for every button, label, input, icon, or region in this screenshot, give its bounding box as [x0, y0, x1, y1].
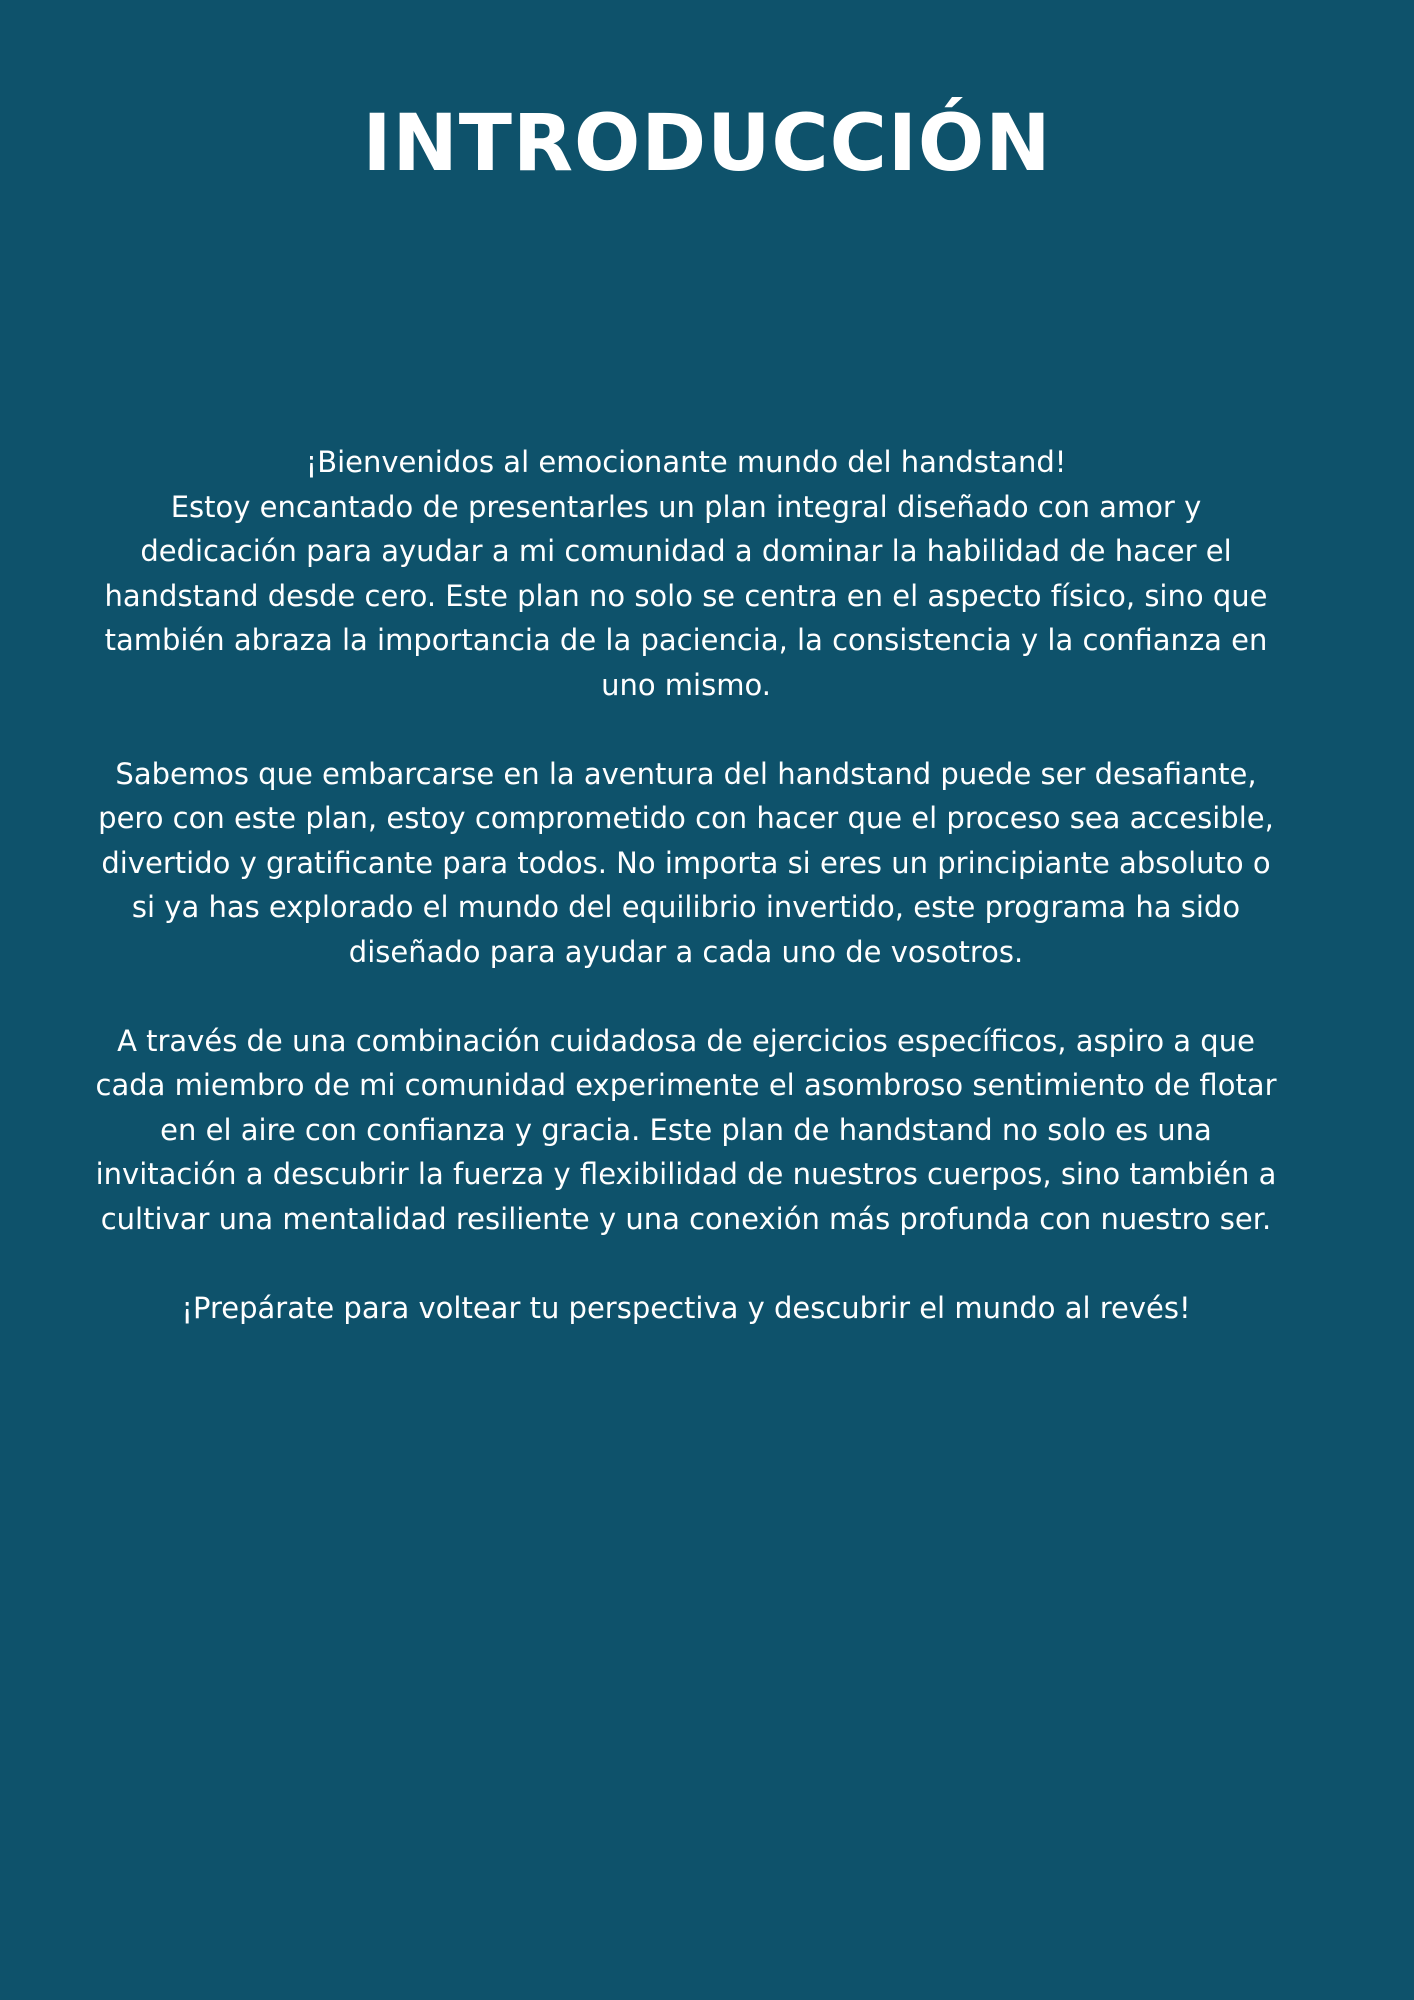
- intro-paragraph-3: A través de una combinación cuidadosa de ejercicios específicos, aspiro a que cada miembro de mi comunidad experimente el asombroso sentimiento de flotar en el aire con confianza y gracia. Este plan de handstand no solo es una invitación a descubrir la fuerza y flexibilidad de nuestros cuerpos, sino también a cultivar una mentalidad resiliente y una conexión más profunda con nuestro ser.: [95, 1023, 1277, 1236]
- page-title: INTRODUCCIÓN: [362, 99, 1052, 189]
- greeting-line: ¡Bienvenidos al emocionante mundo del handstand!: [305, 445, 1067, 479]
- paragraph-1-text: Estoy encantado de presentarles un plan integral diseñado con amor y dedicación para ayudar a mi comunidad a dominar la habilidad de hacer el handstand desde cero. Este plan no solo se centra en el aspecto físico, sino que también abraza la importancia de la paciencia, la consistencia y la confianza en uno mismo.: [104, 489, 1268, 702]
- intro-paragraph-2: Sabemos que embarcarse en la aventura del handstand puede ser desafiante, pero con este plan, estoy comprometido con hacer que el proceso sea accesible, divertido y gratificante para todos. No importa si eres un principiante absoluto o si ya has explorado el mundo del equilibrio invertido, este programa ha sido diseñado para ayudar a cada uno de vosotros.: [98, 756, 1274, 969]
- intro-paragraph-1: [90, 440, 1282, 707]
- intro-body: [90, 440, 1282, 1330]
- closing-line: ¡Prepárate para voltear tu perspectiva y descubrir el mundo al revés!: [181, 1290, 1191, 1325]
